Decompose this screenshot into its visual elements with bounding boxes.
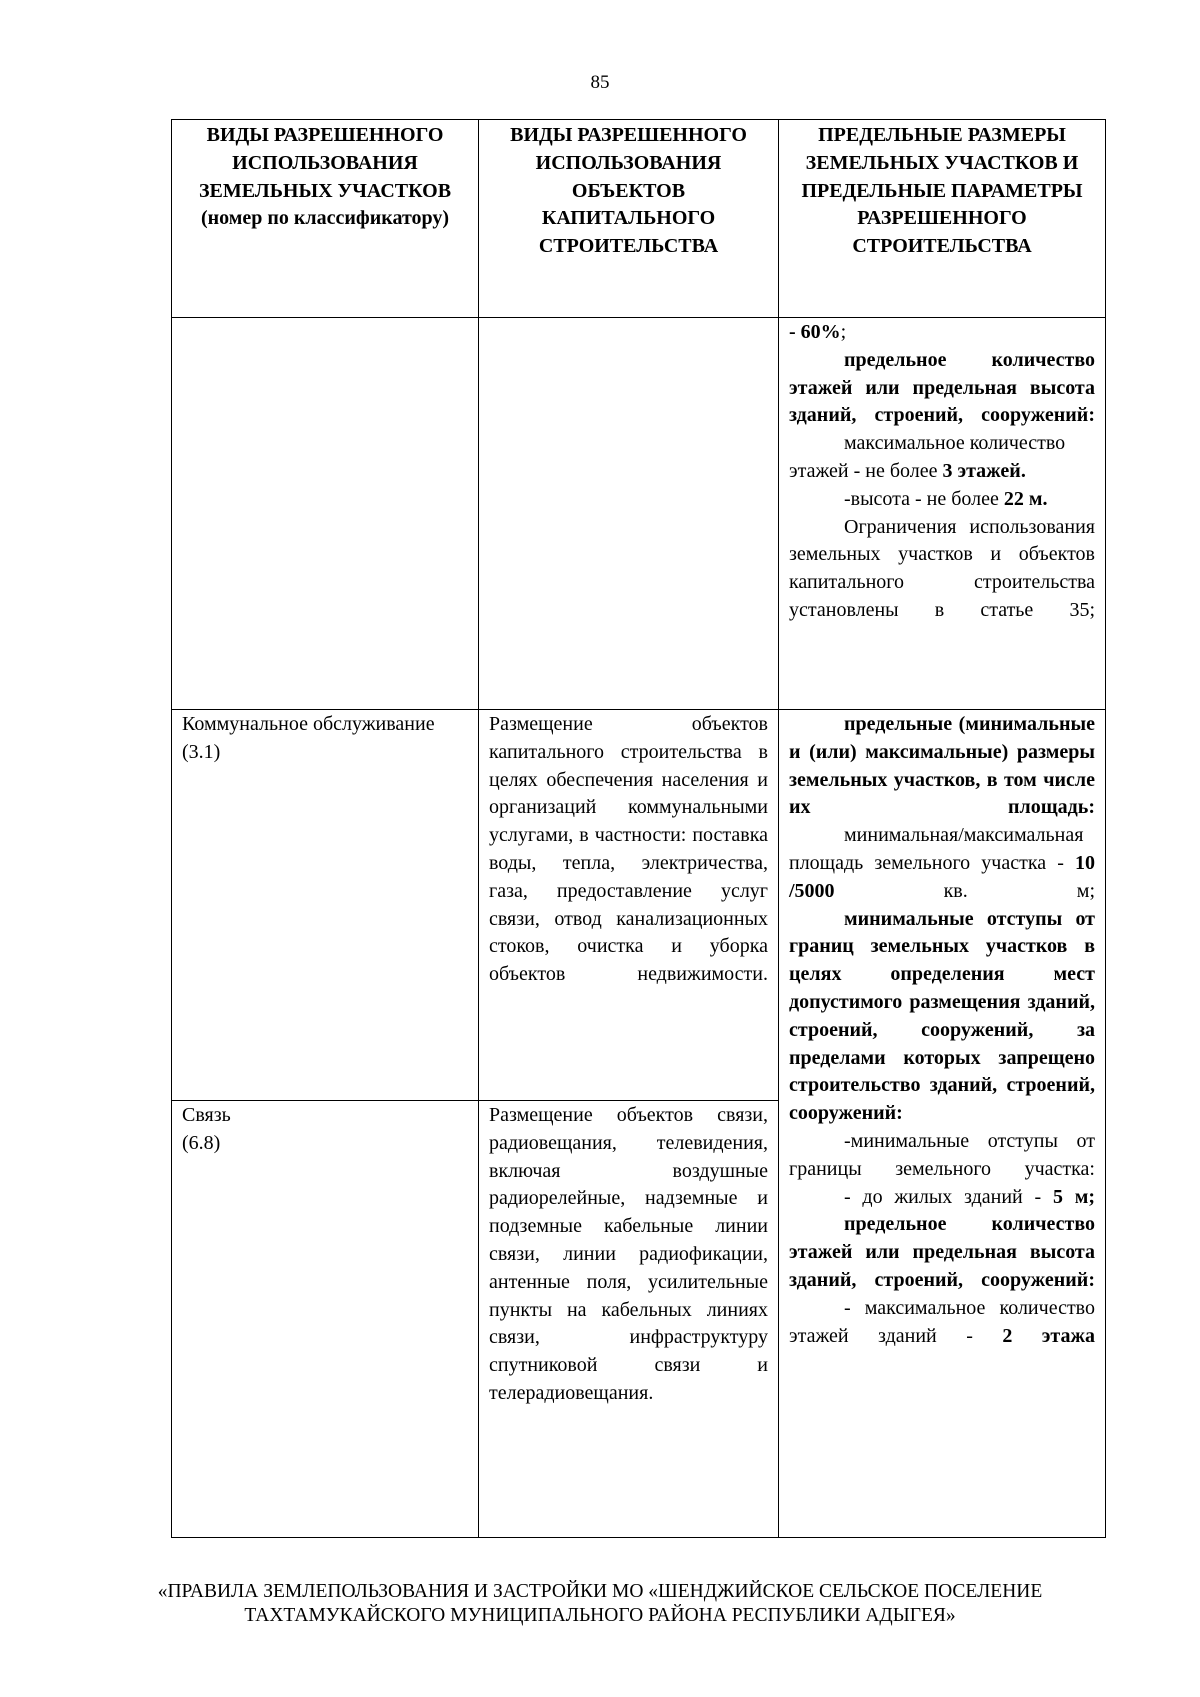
height-value: 22 м.	[1003, 487, 1048, 510]
use-description-cell	[479, 710, 779, 1101]
size-title: предельные (минимальные и (или) максимальные) размеры земельных участков, в том числе их площадь:	[789, 713, 1095, 819]
land-use-table	[171, 119, 1106, 1538]
table-row-continuation	[172, 318, 1106, 710]
table-header-row	[172, 120, 1106, 318]
setback-item-value: 5 м;	[1052, 1185, 1095, 1208]
area-value: 10 /5000	[789, 851, 1095, 902]
coverage-percent: - 60%	[789, 321, 841, 343]
header-land-use-title: ВИДЫ РАЗРЕШЕННОГО ИСПОЛЬЗОВАНИЯ ЗЕМЕЛЬНЫХ УЧАСТКОВ	[198, 124, 452, 202]
setback-text: -минимальные отступы от границы земельного участка:	[789, 1129, 1095, 1180]
page-number: 85	[590, 72, 610, 93]
area-unit: кв. м;	[943, 879, 1095, 902]
use-type-code: (6.8)	[182, 1131, 221, 1154]
document-footer	[0, 1580, 1200, 1628]
use-description: Размещение объектов связи, радиовещания, телевидения, включая воздушные радиорелейные, надземные и подземные кабельные линии связи, линии радиофикации, антенные поля, усилительные пункты на кабельных линиях связи, инфраструктуру спутниковой связи и телерадиовещания.	[489, 1104, 768, 1404]
empty-cell	[172, 318, 479, 710]
header-land-use-subtitle: (номер по классификатору)	[200, 207, 450, 230]
setback-title: минимальные отступы от границ земельных участков в целях определения мест допустимого размещения зданий, строений, сооружений, за пределами которых запрещено строительство зданий, строений, сооружений:	[789, 907, 1095, 1125]
header-construction-use-types: ВИДЫ РАЗРЕШЕННОГО ИСПОЛЬЗОВАНИЯ ОБЪЕКТОВ КАПИТАЛЬНОГО СТРОИТЕЛЬСТВА	[479, 120, 779, 318]
area-text: минимальная/максимальная площадь земельного участка -	[789, 824, 1084, 874]
footer-line-2: ТАХТАМУКАЙСКОГО МУНИЦИПАЛЬНОГО РАЙОНА РЕСПУБЛИКИ АДЫГЕЯ»	[244, 1605, 956, 1626]
setback-item-text: - до жилых зданий -	[844, 1185, 1042, 1208]
limits-cell-shared	[779, 710, 1106, 1538]
use-type-name: Коммунальное обслуживание	[182, 713, 435, 735]
empty-cell	[479, 318, 779, 710]
floors-title: предельное количество этажей или предельная высота зданий, строений, сооружений:	[789, 348, 1095, 427]
use-type-cell	[172, 710, 479, 1101]
restrictions-text: Ограничения использования земельных участков и объектов капитального строительства установлены в статье 35;	[789, 515, 1095, 621]
max-floors-text: максимальное количество этажей - не более	[789, 432, 1066, 482]
use-type-code: (3.1)	[182, 740, 221, 763]
height-text: -высота - не более	[844, 487, 999, 510]
max-floors-value: 3 этажей.	[942, 459, 1026, 482]
max-floors-value-2: 2 этажа	[1002, 1324, 1095, 1347]
table-row-utilities	[172, 710, 1106, 1101]
use-description: Размещение объектов капитального строительства в целях обеспечения населения и организаций коммунальными услугами, в частности: поставка воды, тепла, электричества, газа, предоставление услуг связи, отвод канализационных стоков, очистка и уборка объектов недвижимости.	[489, 713, 768, 986]
floors-title-2: предельное количество этажей или предельная высота зданий, строений, сооружений:	[789, 1213, 1095, 1291]
max-floors-text-2: - максимальное количество этажей зданий -	[789, 1296, 1095, 1347]
use-description-cell	[479, 1101, 779, 1538]
use-type-name: Связь	[182, 1104, 231, 1126]
header-limit-parameters: ПРЕДЕЛЬНЫЕ РАЗМЕРЫ ЗЕМЕЛЬНЫХ УЧАСТКОВ И ПРЕДЕЛЬНЫЕ ПАРАМЕТРЫ РАЗРЕШЕННОГО СТРОИТЕЛЬСТВА	[779, 120, 1106, 318]
use-type-cell	[172, 1101, 479, 1538]
header-land-use-types	[172, 120, 479, 318]
footer-line-1: «ПРАВИЛА ЗЕМЛЕПОЛЬЗОВАНИЯ И ЗАСТРОЙКИ МО «ШЕНДЖИЙСКОЕ СЕЛЬСКОЕ ПОСЕЛЕНИЕ	[157, 1581, 1043, 1602]
limits-cell-continuation: - 60%; предельное количество этажей или предельная высота зданий, строений, сооружений: максимальное количество этажей - не более 3 этажей. -высота - не более 22 м. Ограничения использования земельных участков и объектов капитального строительства установлены в статье 35;	[779, 318, 1106, 710]
